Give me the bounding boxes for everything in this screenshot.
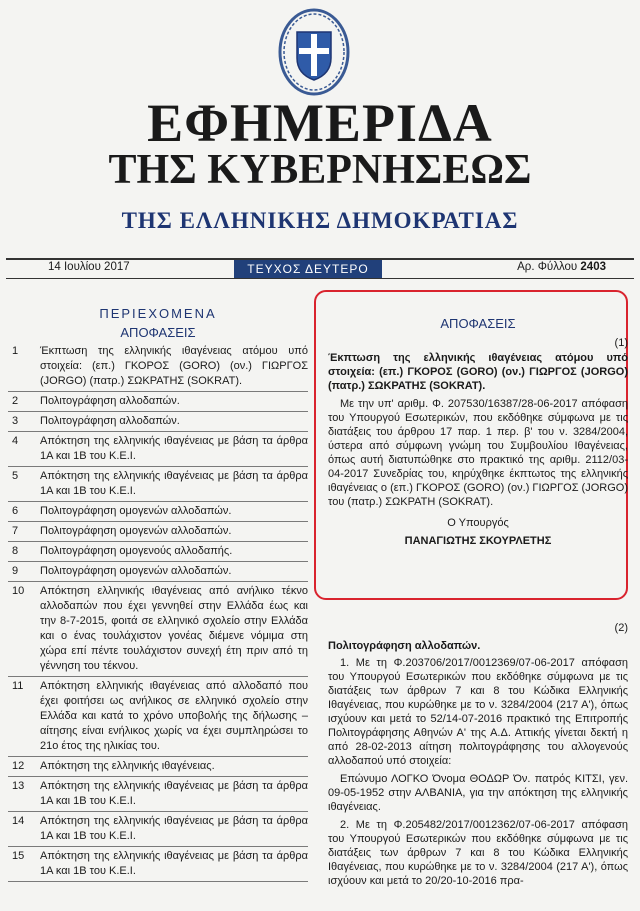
toc-item-number: 5 <box>12 470 19 482</box>
toc-section-heading: ΑΠΟΦΑΣΕΙΣ <box>120 325 196 340</box>
toc-item <box>8 847 308 882</box>
toc-item-text: Πολιτογράφηση ομογενούς αλλοδαπής. <box>40 545 233 557</box>
toc-item-number: 12 <box>12 760 25 772</box>
toc-item-number: 1 <box>12 345 19 357</box>
signer-role: Ο Υπουργός <box>447 517 509 529</box>
issue-header-bar <box>6 258 634 279</box>
decision-title: Έκπτωση της ελληνικής ιθαγένειας ατόμου υπό στοιχεία: (επ.) ΓΚΟΡΟΣ (GORO) (ον.) ΓΙΩΡΓΟΣ (JORGO) (πατρ.) ΣΩΚΡΑΤΗΣ (SOKRAT). <box>328 352 628 392</box>
toc-item-text: Απόκτηση της ελληνικής ιθαγένειας με βάση τα άρθρα 1Α και 1Β του Κ.Ε.Ι. <box>40 435 308 462</box>
decision-paragraph: 2. Με τη Φ.205482/2017/0012362/07-06-2017 απόφαση του Υπουργού Εσωτερικών που εκδόθηκε σύμφωνα με τις διατάξεις των άρθρων 7 και 8 του Κώδικα Ελληνικής Ιθαγένειας, που κυρώθηκε με το ν. 3284/2004 (217 Α'), όπως ισχύουν και μετά το 20/20-10-2016 πρα- <box>328 819 628 887</box>
sheet-label: Αρ. Φύλλου <box>517 261 578 273</box>
toc-item-number: 6 <box>12 505 19 517</box>
toc-item <box>8 562 308 582</box>
toc-item-text: Έκπτωση της ελληνικής ιθαγένειας ατόμου υπό στοιχεία: (επ.) ΓΚΟΡΟΣ (GORO) (ον.) ΓΙΩΡΓΟΣ (JORGO) (πατρ.) ΣΩΚΡΑΤΗΣ (SOKRAT). <box>40 345 308 387</box>
decision-paragraph: 1. Με τη Φ.203706/2017/0012369/07-06-2017 απόφαση του Υπουργού Εσωτερικών που εκδόθηκε σύμφωνα με τις διατάξεις των άρθρων 7 και 8 του Κώδικα Ελληνικής Ιθαγένειας, που κυρώθηκε με το ν. 3284/2004 (217 Α'), όπως ισχύουν και μετά το 52/14-07-2016 πρακτικό της Επιτροπής Πολιτογράφησης Αθηνών Α' της Α.Δ. Αττικής γίνεται δεκτή η από 28-02-2013 αίτηση πολιτογράφησης του αλλογενούς αλλοδαπού υπό στοιχεία: <box>328 657 628 767</box>
toc-item-text: Πολιτογράφηση αλλοδαπών. <box>40 395 180 407</box>
toc-item-text: Απόκτηση της ελληνικής ιθαγένειας με βάση τα άρθρα 1Α και 1Β του Κ.Ε.Ι. <box>40 780 308 807</box>
greek-coat-of-arms-icon <box>275 6 353 98</box>
decision-paragraph: Επώνυμο ΛΟΓΚΟ Όνομα ΘΟΔΩΡ Όν. πατρός ΚΙΤΣΙ, γεν. 09-05-1952 στην ΑΛΒΑΝΙΑ, για την απόκτηση της ελληνικής ιθαγένειας. <box>328 773 628 813</box>
toc-item <box>8 522 308 542</box>
toc-item-text: Απόκτηση ελληνικής ιθαγένειας από ανήλικο τέκνο αλλοδαπών που έχει γεννηθεί στην Ελλάδα έως και την 8-7-2015, φοιτά σε ελληνικό σχολείο στην Ελλάδα και ο ένας τουλάχιστον γονέας διέμενε νόμιμα στη χώρα επί πέντε τουλάχιστον συνεχή έτη πριν από τη γέννηση του τέκνου. <box>40 585 308 672</box>
toc-item <box>8 467 308 502</box>
toc-item-number: 15 <box>12 850 25 862</box>
toc-item <box>8 757 308 777</box>
toc-item-text: Απόκτηση της ελληνικής ιθαγένειας με βάση τα άρθρα 1Α και 1Β του Κ.Ε.Ι. <box>40 470 308 497</box>
toc-item <box>8 412 308 432</box>
toc-item <box>8 812 308 847</box>
toc-item-number: 2 <box>12 395 19 407</box>
toc-item <box>8 582 308 677</box>
toc-item-number: 4 <box>12 435 19 447</box>
table-of-contents <box>8 300 308 882</box>
decision-body: Με την υπ' αριθμ. Φ. 207530/16387/28-06-2017 απόφαση του Υπουργού Εσωτερικών, που εκδόθηκε σύμφωνα με τις διατάξεις του άρθρου 17 παρ. 1 περ. β' του ν. 3284/2004, ύστερα από σύμφωνη γνώμη του Συμβουλίου Ιθαγένειας, όπως αυτή διατυπώθηκε στο πρακτικό της αριθμ. 2112/03-04-2017 Συνεδρίας του, κηρύχθηκε έκπτωτος της ελληνικής ιθαγένειας ο (επ.) ΓΚΟΡΟΣ (GORO) (ον.) ΓΙΩΡΓΟΣ (JORGO) του (πατρ.) ΣΩΚΡΑΤΗ (SOKRAT). <box>328 398 628 508</box>
decision-title: Πολιτογράφηση αλλοδαπών. <box>328 640 481 652</box>
toc-item-text: Πολιτογράφηση ομογενών αλλοδαπών. <box>40 505 232 517</box>
sheet-number-value: 2403 <box>580 261 606 273</box>
toc-item-text: Πολιτογράφηση ομογενών αλλοδαπών. <box>40 525 232 537</box>
toc-item-text: Απόκτηση της ελληνικής ιθαγένειας με βάση τα άρθρα 1Α και 1Β του Κ.Ε.Ι. <box>40 815 308 842</box>
decision-1 <box>322 300 634 547</box>
toc-item <box>8 432 308 467</box>
toc-item <box>8 777 308 812</box>
masthead-subtitle: ΤΗΣ ΕΛΛΗΝΙΚΗΣ ΔΗΜΟΚΡΑΤΙΑΣ <box>121 208 519 233</box>
toc-item-text: Απόκτηση ελληνικής ιθαγένειας από αλλοδαπό που έχει φοιτήσει ως ανήλικος σε ελληνικό σχολείο στην Ελλάδα και κατά το χρόνο υποβολής της δήλωσης – αίτησης είναι ενήλικος χωρίς να έχει συμπληρώσει το 21ο έτος της ηλικίας του. <box>40 680 308 752</box>
toc-item-text: Πολιτογράφηση αλλοδαπών. <box>40 415 180 427</box>
toc-item-number: 11 <box>12 680 24 692</box>
issue-series-badge: ΤΕΥΧΟΣ ΔΕΥΤΕΡΟ <box>234 260 382 278</box>
toc-item-number: 10 <box>12 585 25 597</box>
masthead-title-line1: ΕΦΗΜΕΡΙΔΑ <box>147 93 493 153</box>
toc-item-text: Απόκτηση της ελληνικής ιθαγένειας. <box>40 760 215 772</box>
toc-item-number: 8 <box>12 545 19 557</box>
toc-item <box>8 342 308 392</box>
decision-number: (1) <box>614 337 628 349</box>
toc-item <box>8 392 308 412</box>
decision-number: (2) <box>614 622 628 634</box>
toc-item <box>8 542 308 562</box>
decisions-section-heading: ΑΠΟΦΑΣΕΙΣ <box>440 316 516 331</box>
toc-item-text: Πολιτογράφηση ομογενών αλλοδαπών. <box>40 565 232 577</box>
toc-item <box>8 677 308 757</box>
sheet-number <box>517 261 606 273</box>
toc-item <box>8 502 308 522</box>
signer-name: ΠΑΝΑΓΙΩΤΗΣ ΣΚΟΥΡΛΕΤΗΣ <box>404 535 552 547</box>
toc-item-number: 7 <box>12 525 19 537</box>
toc-list <box>8 342 308 882</box>
toc-item-number: 14 <box>12 815 25 827</box>
decision-2 <box>322 622 634 892</box>
toc-item-number: 13 <box>12 780 25 792</box>
issue-date: 14 Ιουλίου 2017 <box>48 261 130 273</box>
toc-item-text: Απόκτηση της ελληνικής ιθαγένειας με βάση τα άρθρα 1Α και 1Β του Κ.Ε.Ι. <box>40 850 308 877</box>
toc-item-number: 3 <box>12 415 19 427</box>
masthead-title-line2: ΤΗΣ ΚΥΒΕΡΝΗΣΕΩΣ <box>108 147 532 193</box>
toc-heading: ΠΕΡΙΕΧΟΜΕΝΑ <box>99 306 217 321</box>
toc-item-number: 9 <box>12 565 19 577</box>
